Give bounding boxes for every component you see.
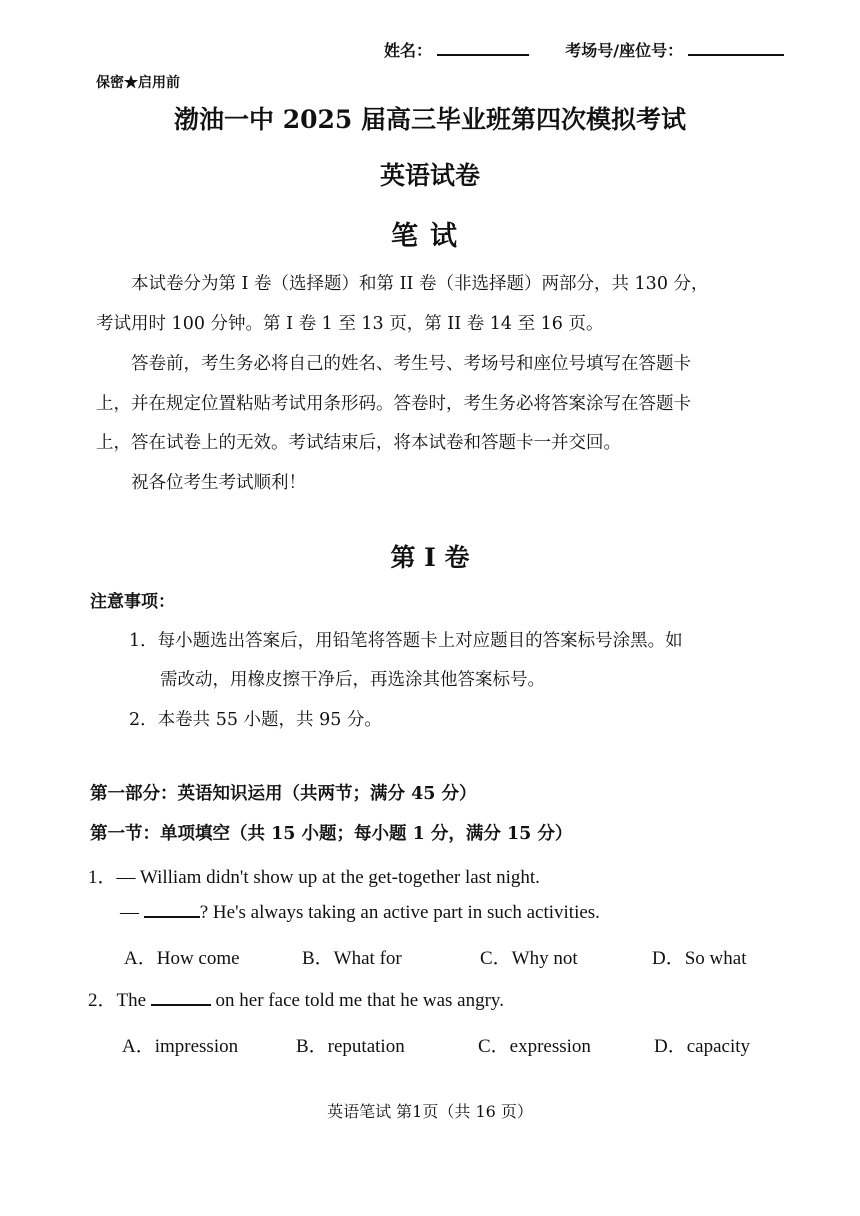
question-2-stem-start: 2．The (88, 990, 147, 1011)
section1-heading: 第一节：单项填空（共 15 小题；每小题 1 分，满分 15 分） (90, 824, 573, 844)
notice-heading: 注意事项： (90, 592, 175, 612)
intro-p1-line1: 本试卷分为第 I 卷（选择题）和第 II 卷（非选择题）两部分，共 130 分， (131, 274, 709, 294)
question-1-option-a[interactable]: A．How come (124, 948, 240, 969)
intro-p1-line2: 考试用时 100 分钟。第 I 卷 1 至 13 页，第 II 卷 14 至 16 页。 (96, 314, 604, 334)
part1-heading: 第一部分：英语知识运用（共两节；满分 45 分） (90, 784, 477, 804)
question-2-option-c[interactable]: C．expression (478, 1036, 591, 1057)
notice-item-2: 2．本卷共 55 小题，共 95 分。 (129, 710, 382, 730)
page-footer: 英语笔试 第1页（共 16 页） (327, 1102, 533, 1121)
question-1-stem-line1: 1．— William didn't show up at the get-together last night. (88, 867, 540, 888)
question-1-option-c[interactable]: C．Why not (480, 948, 578, 969)
exam-title: 渤油一中 2025 届高三毕业班第四次模拟考试 (174, 105, 686, 134)
exam-type: 笔试 (391, 221, 469, 252)
question-1-option-b[interactable]: B．What for (302, 948, 402, 969)
question-2-stem-rest: on her face told me that he was angry. (215, 990, 504, 1011)
question-1-stem-line2 (120, 902, 600, 924)
question-1-stem-rest: ? He's always taking an active part in such activities. (199, 902, 600, 923)
header-fields (384, 38, 784, 61)
name-field[interactable] (437, 54, 529, 56)
volume-title: 第 I 卷 (390, 543, 470, 572)
intro-p3: 祝各位考生考试顺利！ (131, 473, 306, 493)
notice-item-1-line2: 需改动，用橡皮擦干净后，再选涂其他答案标号。 (160, 670, 545, 690)
confidential-mark: 保密★启用前 (96, 75, 180, 91)
seat-field[interactable] (688, 54, 784, 56)
intro-p2-line1: 答卷前，考生务必将自己的姓名、考生号、考场号和座位号填写在答题卡 (131, 354, 691, 374)
intro-p2-line3: 上，答在试卷上的无效。考试结束后，将本试卷和答题卡一并交回。 (96, 433, 621, 453)
question-2-option-a[interactable]: A．impression (122, 1036, 239, 1057)
question-2-option-b[interactable]: B．reputation (296, 1036, 405, 1057)
name-label: 姓名： (384, 41, 433, 60)
question-1-blank (144, 916, 200, 918)
notice-item-1-line1: 1．每小题选出答案后，用铅笔将答题卡上对应题目的答案标号涂黑。如 (129, 631, 683, 651)
exam-subtitle: 英语试卷 (379, 161, 480, 190)
question-2-stem (88, 985, 504, 1012)
question-1-dash: — (120, 902, 139, 923)
question-2-option-d[interactable]: D．capacity (654, 1036, 751, 1057)
intro-p2-line2: 上，并在规定位置粘贴考试用条形码。答卷时，考生务必将答案涂写在答题卡 (96, 394, 691, 414)
question-2-blank (151, 1004, 211, 1006)
seat-label: 考场号/座位号： (565, 41, 684, 60)
question-1-option-d[interactable]: D．So what (652, 948, 747, 969)
